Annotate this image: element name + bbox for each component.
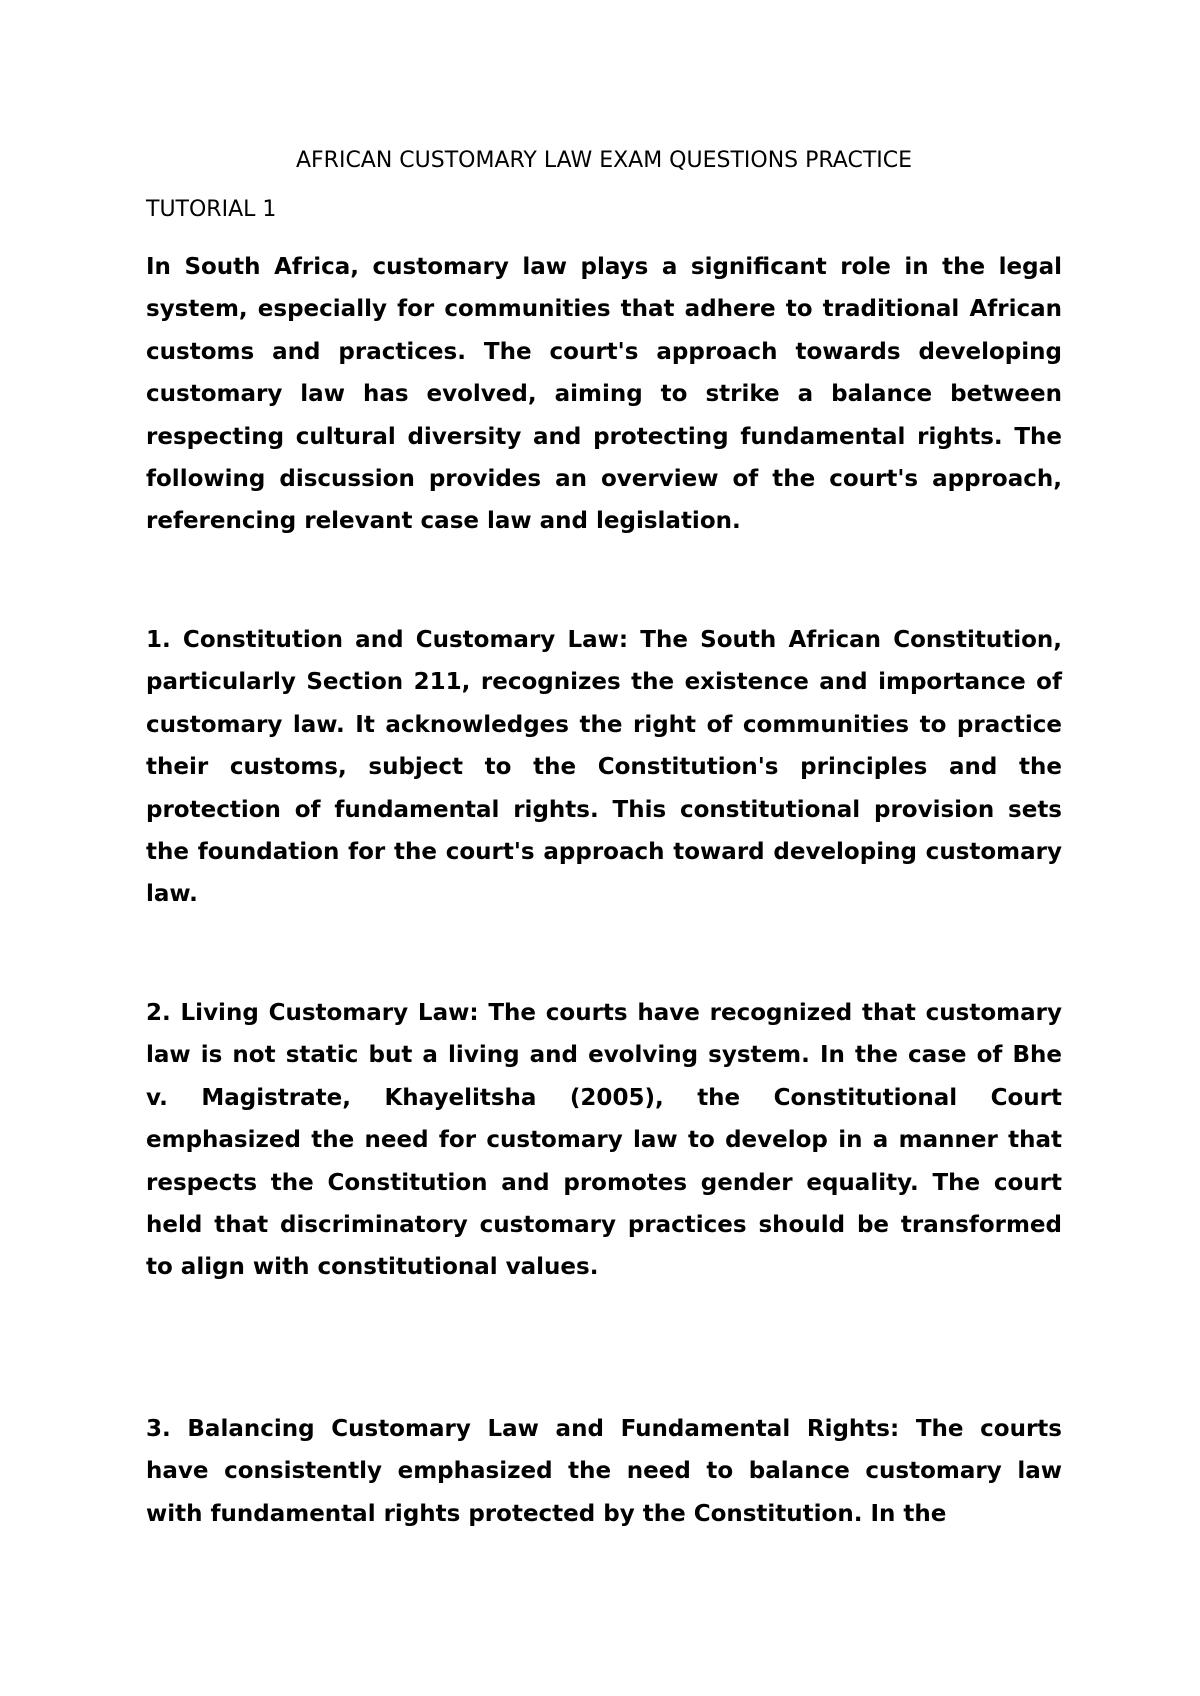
paragraph-balancing-rights: 3. Balancing Customary Law and Fundamental Rights: The courts have consistently emphasized the need to balance customary law with fundamental rights protected by the Constitution. In the bbox=[146, 1416, 1062, 1527]
document-subtitle: TUTORIAL 1 bbox=[146, 197, 277, 222]
paragraph-constitution: 1. Constitution and Customary Law: The South African Constitution, particularly Section 211, recognizes the existence and importance of customary law. It acknowledges the right of communities to practice their customs, subject to the Constitution's principles and the protection of fundamental rights. This constitutional provision sets the foundation for the court's approach toward developing customary law. bbox=[146, 627, 1062, 908]
intro-paragraph: In South Africa, customary law plays a significant role in the legal system, especially for communities that adhere to traditional African customs and practices. The court's approach towards developing customary law has evolved, aiming to strike a balance between respecting cultural diversity and protecting fundamental rights. The following discussion provides an overview of the court's approach, referencing relevant case law and legislation. bbox=[146, 254, 1062, 535]
paragraph-living-customary-law: 2. Living Customary Law: The courts have recognized that customary law is not static but a living and evolving system. In the case of Bhe v. Magistrate, Khayelitsha (2005), the Constitutional Court emphasized the need for customary law to develop in a manner that respects the Constitution and promotes gender equality. The court held that discriminatory customary practices should be transformed to align with constitutional values. bbox=[146, 1000, 1062, 1281]
document-title: AFRICAN CUSTOMARY LAW EXAM QUESTIONS PRACTICE bbox=[295, 148, 913, 173]
